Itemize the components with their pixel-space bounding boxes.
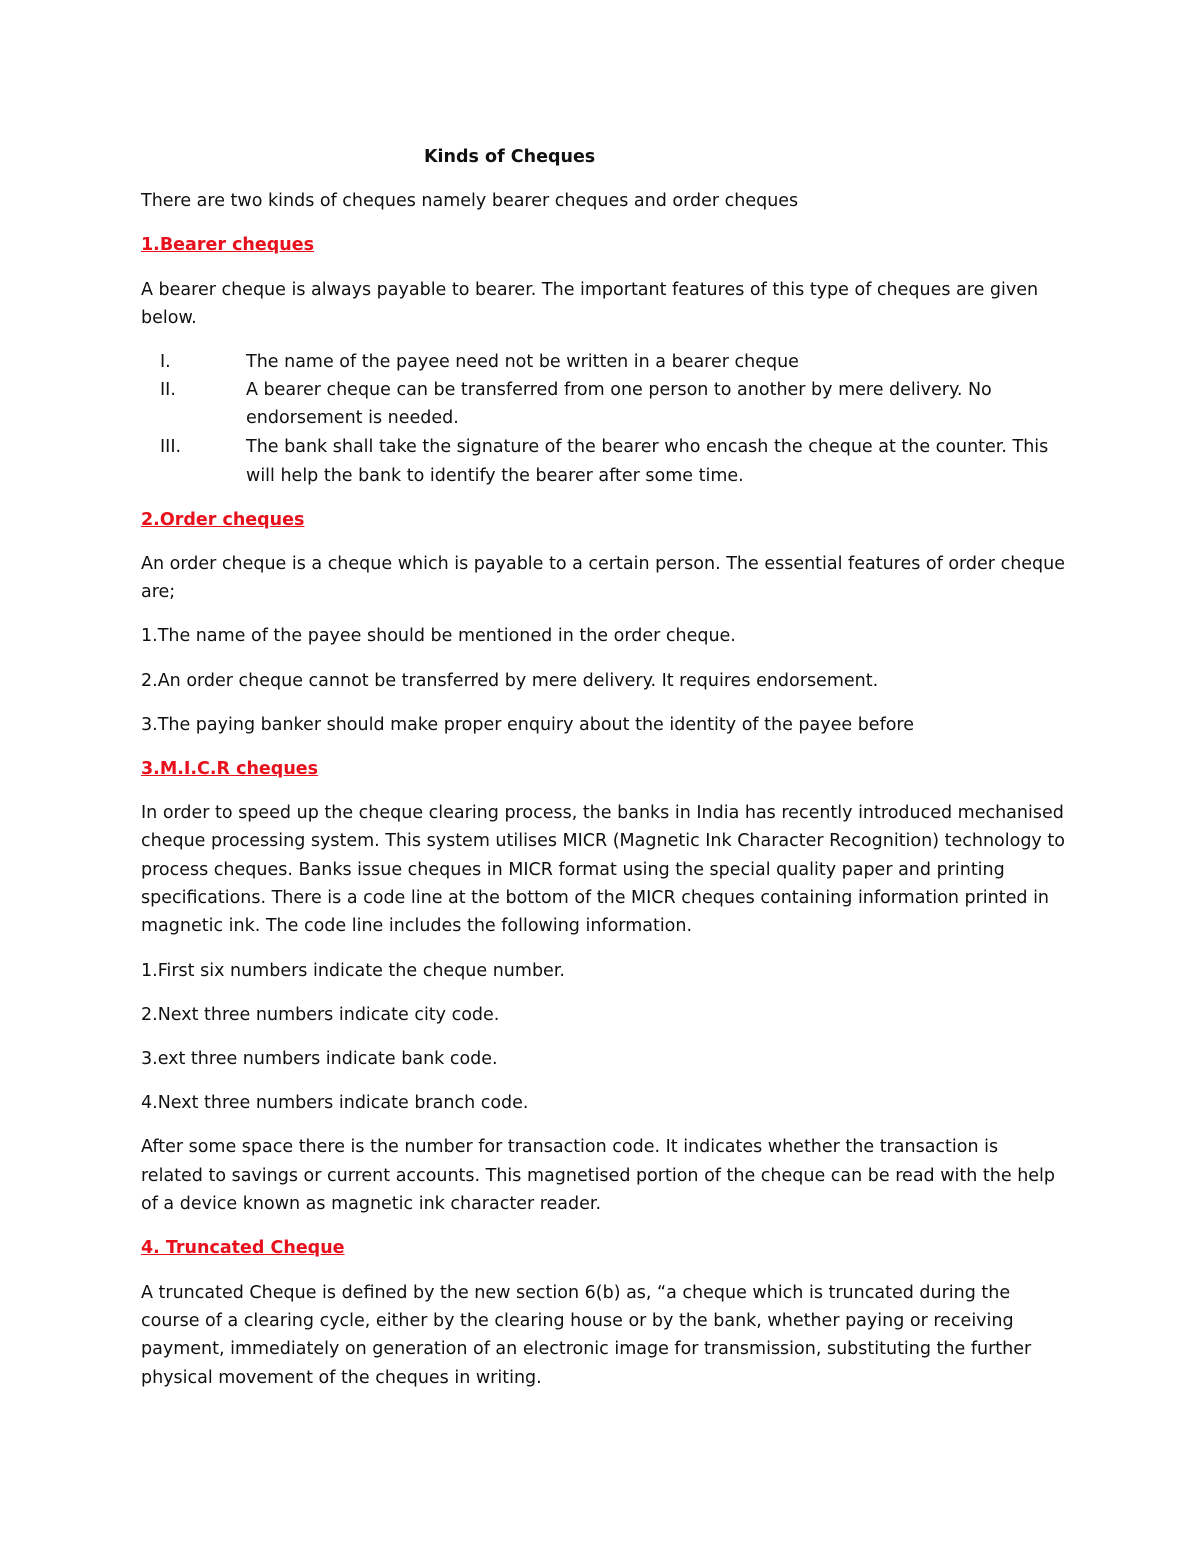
list-numeral: III. [160,437,182,457]
micr-after-line: related to savings or current accounts. This magnetised portion of the cheque can be read with the help [141,1166,1056,1186]
list-item-text: endorsement is needed. [246,408,459,428]
list-item-text: A bearer cheque can be transferred from one person to another by mere delivery. No [246,380,992,400]
micr-paragraph-line: cheque processing system. This system utilises MICR (Magnetic Ink Character Recognition) technology to [141,831,1065,851]
list-item-text: The bank shall take the signature of the bearer who encash the cheque at the counter. This [246,437,1049,457]
list-item-text: will help the bank to identify the bearer after some time. [246,466,744,486]
section-heading-truncated: 4. Truncated Cheque [141,1238,345,1258]
list-numeral: II. [160,380,176,400]
micr-after-line: of a device known as magnetic ink character reader. [141,1194,602,1214]
page-title: Kinds of Cheques [424,147,596,167]
list-numeral: I. [160,352,171,372]
micr-point: 2.Next three numbers indicate city code. [141,1005,500,1025]
section-heading-micr: 3.M.I.C.R cheques [141,759,319,779]
bearer-paragraph-line: below. [141,308,197,328]
truncated-paragraph-line: course of a clearing cycle, either by the clearing house or by the bank, whether paying or receiving [141,1311,1014,1331]
section-heading-order: 2.Order cheques [141,510,305,530]
micr-paragraph-line: specifications. There is a code line at the bottom of the MICR cheques containing information printed in [141,888,1050,908]
micr-after-line: After some space there is the number for transaction code. It indicates whether the transaction is [141,1137,999,1157]
micr-point: 4.Next three numbers indicate branch code. [141,1093,529,1113]
micr-point: 1.First six numbers indicate the cheque number. [141,961,565,981]
micr-paragraph-line: magnetic ink. The code line includes the following information. [141,916,693,936]
order-paragraph-line: are; [141,582,176,602]
section-heading-bearer: 1.Bearer cheques [141,235,315,255]
order-point: 3.The paying banker should make proper enquiry about the identity of the payee before [141,715,915,735]
truncated-paragraph-line: payment, immediately on generation of an electronic image for transmission, substituting the further [141,1339,1032,1359]
micr-paragraph-line: In order to speed up the cheque clearing process, the banks in India has recently introduced mechanised [141,803,1064,823]
list-item-text: The name of the payee need not be written in a bearer cheque [246,352,799,372]
micr-point: 3.ext three numbers indicate bank code. [141,1049,498,1069]
order-point: 2.An order cheque cannot be transferred by mere delivery. It requires endorsement. [141,671,879,691]
intro-paragraph: There are two kinds of cheques namely bearer cheques and order cheques [141,191,799,211]
micr-paragraph-line: process cheques. Banks issue cheques in MICR format using the special quality paper and printing [141,860,1005,880]
truncated-paragraph-line: physical movement of the cheques in writing. [141,1368,542,1388]
order-paragraph-line: An order cheque is a cheque which is payable to a certain person. The essential features of order cheque [141,554,1066,574]
order-point: 1.The name of the payee should be mentioned in the order cheque. [141,626,736,646]
bearer-paragraph-line: A bearer cheque is always payable to bearer. The important features of this type of cheques are given [141,280,1039,300]
truncated-paragraph-line: A truncated Cheque is defined by the new section 6(b) as, “a cheque which is truncated during the [141,1283,1011,1303]
